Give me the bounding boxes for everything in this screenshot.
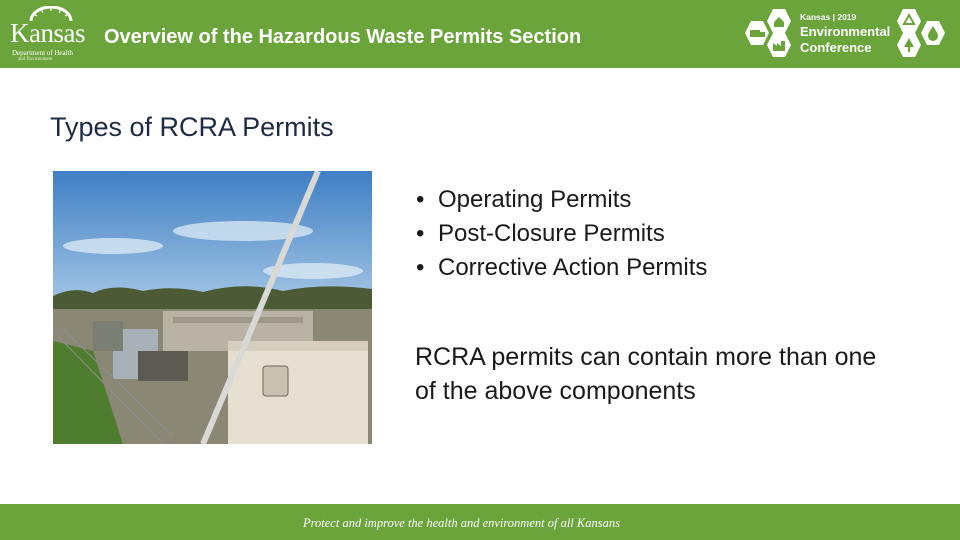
facility-photo-image	[53, 171, 372, 444]
list-item	[416, 183, 707, 217]
note-text: RCRA permits can contain more than one of the above components	[415, 343, 877, 405]
kdhe-logo-word: Kansas	[10, 18, 85, 48]
tree-icon	[896, 32, 922, 58]
bullet-text: Operating Permits	[438, 186, 632, 213]
list-item	[416, 217, 707, 251]
bullet-dot: •	[416, 186, 425, 213]
conference-logo-year: Kansas | 2019	[800, 12, 857, 22]
header-title: Overview of the Hazardous Waste Permits Section	[104, 26, 582, 48]
permit-types-list	[416, 183, 707, 285]
kdhe-logo-subtitle: Department of Health	[12, 49, 74, 57]
footer-tagline: Protect and improve the health and environment of all Kansans	[303, 516, 620, 530]
list-item	[416, 251, 707, 285]
bullet-dot: •	[416, 254, 425, 281]
bullet-text: Post-Closure Permits	[438, 220, 665, 247]
recycle-icon	[896, 8, 922, 34]
water-drop-icon	[920, 20, 946, 46]
conference-logo-line-2: Environmental	[800, 24, 891, 39]
bullet-text: Corrective Action Permits	[438, 254, 708, 281]
facility-photo	[53, 171, 372, 444]
factory-icon	[766, 32, 792, 58]
bullet-dot: •	[416, 220, 425, 247]
conference-logo-line-3: Conference	[800, 40, 872, 55]
kdhe-logo	[6, 6, 96, 64]
slide-title: Types of RCRA Permits	[50, 112, 334, 142]
kdhe-logo-subtitle-2: and Environment	[18, 57, 53, 62]
header-bar	[0, 0, 960, 68]
